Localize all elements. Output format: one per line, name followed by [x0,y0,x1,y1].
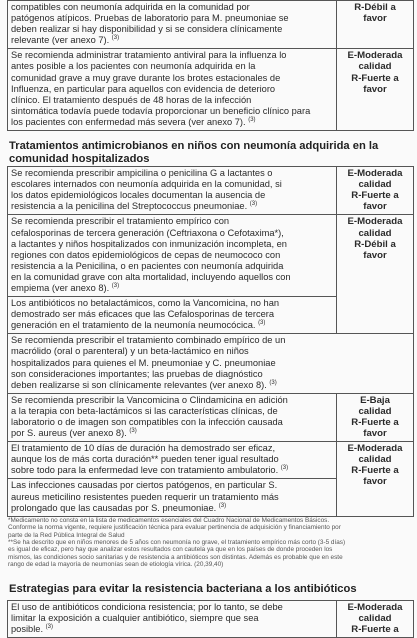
recommendation-text: El tratamiento de 10 días de duración ha demostrado ser eficaz, aunque los de más corta duración** pueden tener igual resultado sobre todo para la enfermedad leve con tratamiento ambulatorio. $^{(3)}$ [8,442,337,479]
recommendation-text: Las infecciones causadas por ciertos patógenos, en particular S. aureus meticilino resistentes pueden requerir un tratamiento más prolongado que las causadas por S. pneumoniae. $^{(3)}$ [8,479,337,516]
recommendation-text: El uso de antibióticos condiciona resistencia; por lo tanto, se debe limitar la exposición a cualquier antibiótico, siempre que sea posible. $^{(3)}$ [8,600,337,637]
recommendation-text: Se recomienda prescribir la Vancomicina o Clindamicina en adición a la terapia con beta-lactámicos si las características clínicas, de laboratorio o de imagen son compatibles con la infección causada por S. aureus (ver anexo 8). $^{(3)}$ [8,393,337,441]
section-heading-resistance-strategies: Estrategias para evitar la resistencia bacteriana a los antibióticos [9,582,357,595]
table-row [8,393,414,441]
footnotes: *Medicamento no consta en la lista de medicamentos esenciales del Cuadro Nacional de Medicamentos Básicos. Conforme la norma vigente, requiere justificación técnica para evaluar pertinencia de adquisición y financiamiento por parte de la Red Pública Integral de Salud **Se ha descrito que en niños menores de 5 años con neumonía no grave, el tratamiento empírico más corto (3-5 días) es igual de eficaz, pero hay que analizar estos resultados con cautela ya que en los países de donde proceden los mismos, las condiciones socio sanitarias y de resistencia a antibióticos son distintas. Además es probable que en este rango de edad la mayoría de neumonías sean de etiología vírica. (20,39,40) [8,516,346,569]
recommendation-text: Se recomienda prescribir el tratamiento empírico con cefalosporinas de tercera generación (Ceftriaxona o Cefotaxima*), a lactantes y niños hospitalizados con inmunización incompleta, en regiones con datos epidemiológicos de cepas de neumococo con resistencia a la Penicilina, o en pacientes con neumonía adquirida en la comunidad grave con alta mortalidad, incluyendo aquellos con empiema (ver anexo 8). $^{(3)}$ [8,215,337,297]
evidence-grade: E-Moderada calidad R-Débil a favor [337,215,414,334]
recommendations-table-resistance [7,600,414,638]
table-row [8,1,414,49]
document-page [7,0,411,638]
recommendations-table-top [7,0,414,131]
recommendation-text: Se recomienda prescribir el tratamiento combinado empírico de un macrólido (oral o parenteral) y un beta-lactámico en niños hospitalizados para quienes el M. pneumoniae y C. pneumoniae son consideraciones importantes; las pruebas de diagnóstico deben realizarse si son clínicamente relevantes (ver anexo 8). $^{(3)}$ [8,334,414,393]
recommendation-text: Los antibióticos no betalactámicos, como la Vancomicina, no han demostrado ser más eficaces que las Cefalosporinas de tercera generación en el tratamiento de la neumonía neumocócica. $^{(3)}$ [8,297,337,334]
evidence-grade: E-Moderada calidad R-Fuerte a favor [337,167,414,215]
evidence-grade: E-Baja calidad R-Fuerte a favor [337,393,414,441]
evidence-grade: R-Débil a favor [337,1,414,49]
recommendation-text: compatibles con neumonía adquirida en la comunidad por patógenos atípicos. Pruebas de laboratorio para M. pneumoniae se deben realizar si hay disponibilidad y si se considera clínicamente relevante (ver anexo 7). $^{(3)}$ [8,1,337,49]
section-heading-hospitalized-children: Tratamientos antimicrobianos en niños con neumonía adquirida en la comunidad hospitalizados [9,140,379,166]
evidence-grade: E-Moderada calidad R-Fuerte a favor [337,442,414,517]
recommendations-table-hospitalized [7,166,414,517]
table-row [8,600,414,637]
table-row [8,49,414,131]
evidence-grade: E-Moderada calidad R-Fuerte a favor [337,49,414,131]
table-row [8,442,414,479]
evidence-grade: E-Moderada calidad R-Fuerte a [337,600,414,637]
table-row [8,167,414,215]
table-row [8,334,414,393]
recommendation-text: Se recomienda prescribir ampicilina o penicilina G a lactantes o escolares internados con neumonía adquirida en la comunidad, si los datos epidemiológicos locales documentan la ausencia de resistencia a la penicilina del Streptococcus pneumoniae. $^{(3)}$ [8,167,337,215]
recommendation-text: Se recomienda administrar tratamiento antiviral para la influenza lo antes posible a los pacientes con neumonía adquirida en la comunidad grave a muy grave durante los brotes estacionales de Influenza, en particular para aquellos con evidencia de deterioro clínico. El tratamiento después de 48 horas de la infección sintomática todavía puede todavía proporcionar un beneficio clínico para los pacientes con enfermedad más severa (ver anexo 7). $^{(3)}$ [8,49,337,131]
table-row [8,215,414,297]
